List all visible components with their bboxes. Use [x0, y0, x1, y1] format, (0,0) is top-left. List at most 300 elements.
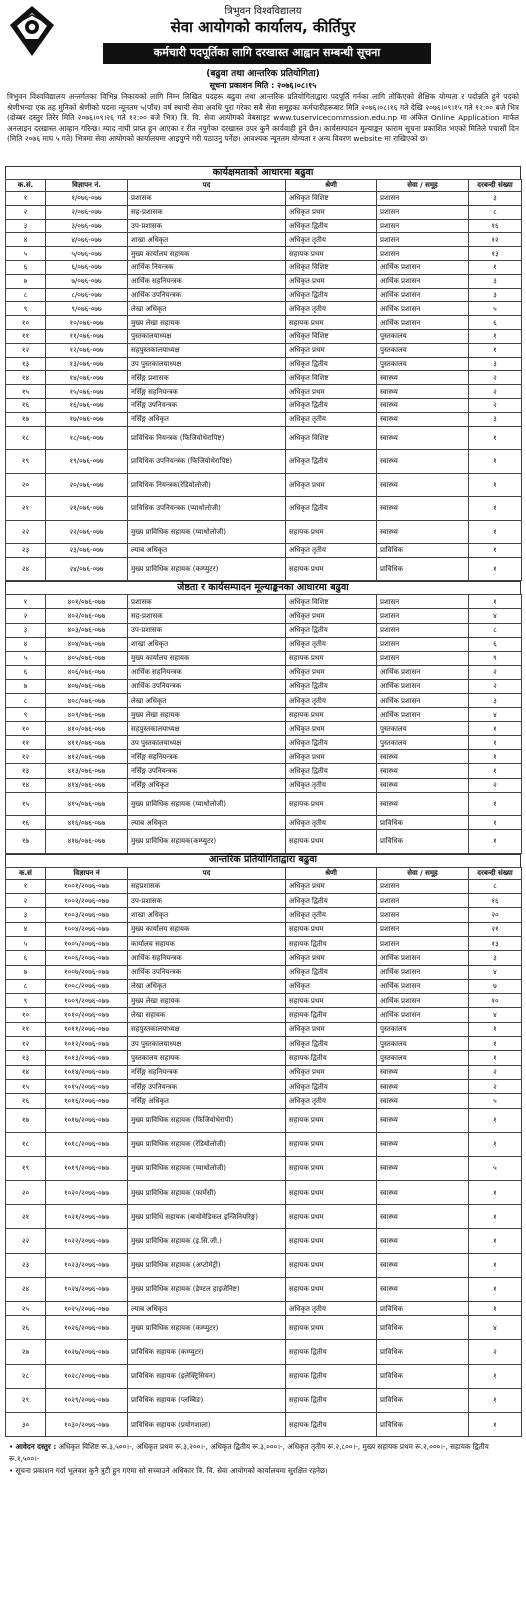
- table-row: [6, 1277, 522, 1301]
- table-row: [6, 965, 522, 979]
- cell-sn: ४: [6, 922, 46, 936]
- cell-post: सहपुस्तकालयाध्यक्ष: [128, 343, 286, 357]
- cell-adv-no: १००३/२०७६-०७७: [46, 908, 128, 922]
- cell-post: शाखा अधिकृत: [128, 908, 286, 922]
- cell-count: २: [469, 1340, 522, 1364]
- cell-count: १: [469, 1388, 522, 1412]
- table-row: [6, 1065, 522, 1079]
- cell-service: प्रशासन: [377, 879, 469, 893]
- table-row: [6, 736, 522, 750]
- table-row: [6, 219, 522, 233]
- cell-adv-no: ४१२/०७६-०७७: [46, 750, 128, 764]
- cell-service: प्रशासन: [377, 894, 469, 908]
- cell-service: प्रशासन: [377, 247, 469, 261]
- cell-count: ३: [469, 288, 522, 302]
- cell-count: २: [469, 778, 522, 792]
- cell-post: प्राविधिक सहायक (कम्प्युटर): [128, 1340, 286, 1364]
- cell-service: प्रशासन: [377, 595, 469, 609]
- cell-adv-no: १०२२/२०७६-०७७: [46, 1229, 128, 1253]
- table-row: [6, 385, 522, 399]
- cell-post: मुख्य प्राविधिक सहायक (प्याथोलोजी): [128, 1156, 286, 1180]
- cell-post: कार्यालय सहायक: [128, 936, 286, 950]
- cell-level: अधिकृत प्रथम: [286, 609, 377, 623]
- cell-service: प्रशासन: [377, 192, 469, 206]
- cell-level: अधिकृत तृतीय: [286, 694, 377, 708]
- cell-service: स्वास्थ्य: [377, 750, 469, 764]
- cell-sn: १: [6, 192, 46, 206]
- cell-count: १०: [469, 994, 522, 1008]
- cell-level: अधिकृत तृतीय: [286, 233, 377, 247]
- cell-count: १: [469, 1205, 522, 1229]
- cell-count: १: [469, 329, 522, 343]
- cell-sn: २८: [6, 1364, 46, 1388]
- cell-service: प्राविधिक: [377, 1364, 469, 1388]
- cell-count: १: [469, 816, 522, 830]
- section1-body: [6, 192, 522, 581]
- cell-adv-no: १०११/२०७६-०७७: [46, 1022, 128, 1036]
- cell-service: आर्थिक प्रशासन: [377, 979, 469, 993]
- cell-count: ९: [469, 651, 522, 665]
- cell-post: मुख्य प्राविधिक सहायक (डेण्टल हाइजेनिष्ट): [128, 1277, 286, 1301]
- table-row: [6, 708, 522, 722]
- cell-sn: ९: [6, 708, 46, 722]
- cell-level: सहायक द्वितीय: [286, 1364, 377, 1388]
- cell-sn: १४: [6, 1065, 46, 1079]
- col-header-count: दरबन्दी संख्या: [469, 867, 522, 879]
- table-row: [6, 233, 522, 247]
- cell-service: प्राविधिक: [377, 544, 469, 558]
- cell-level: सहायक प्रथम: [286, 830, 377, 854]
- section3-body: [6, 879, 522, 1436]
- cell-sn: १२: [6, 1037, 46, 1051]
- cell-level: सहायक प्रथम: [286, 1229, 377, 1253]
- cell-service: प्राविधिक: [377, 557, 469, 581]
- cell-post: प्राविधिक उपनियन्त्रक (प्याथोलोजी): [128, 497, 286, 521]
- footer-note-text: सूचना प्रकाशन गर्दा भूलवश कुनै त्रुटी हुन गएमा सो सच्याउने अधिकार त्रि. वि. सेवा आयोगको कार्यालयमा सुरक्षित रहनेछ।: [15, 1466, 328, 1476]
- cell-level: अधिकृत तृतीय: [286, 816, 377, 830]
- cell-service: आर्थिक प्रशासन: [377, 694, 469, 708]
- cell-count: १: [469, 557, 522, 581]
- cell-sn: १६: [6, 816, 46, 830]
- cell-count: १: [469, 1037, 522, 1051]
- cell-post: प्रशासक: [128, 192, 286, 206]
- cell-level: सहायक प्रथम: [286, 792, 377, 816]
- cell-sn: ३०: [6, 1413, 46, 1437]
- cell-level: अधिकृत विशिष्ट: [286, 329, 377, 343]
- cell-count: २: [469, 371, 522, 385]
- cell-level: अधिकृत तृतीय: [286, 778, 377, 792]
- col-header-service: सेवा / समूह: [377, 867, 469, 879]
- cell-sn: ७: [6, 679, 46, 693]
- cell-sn: ८: [6, 694, 46, 708]
- table-row: [6, 623, 522, 637]
- cell-count: ४: [469, 1316, 522, 1340]
- cell-sn: १९: [6, 1156, 46, 1180]
- cell-adv-no: ८/०७६-०७७: [46, 288, 128, 302]
- cell-adv-no: ४१५/०७६-०७७: [46, 792, 128, 816]
- cell-service: प्राविधिक: [377, 1302, 469, 1316]
- cell-count: ३: [469, 412, 522, 426]
- cell-post: शाखा अधिकृत: [128, 637, 286, 651]
- table-row: [6, 679, 522, 693]
- university-name: त्रिभुवन विश्वविद्यालय: [224, 6, 302, 17]
- cell-level: अधिकृत तृतीय: [286, 1302, 377, 1316]
- cell-post: मुख्य प्राविधिक सहायक (रेडियोलोजी): [128, 1132, 286, 1156]
- notice-title-banner: कर्मचारी पदपूर्तिका लागि दरखास्त आह्वान सम्बन्धी सूचना: [103, 43, 431, 64]
- cell-sn: १३: [6, 764, 46, 778]
- cell-level: अधिकृत प्रथम: [286, 1065, 377, 1079]
- cell-post: मुख्य प्राविधिक सहायक(कम्प्युटर): [128, 830, 286, 854]
- publish-date: सूचना प्रकाशन मिति : २०७६।०८।१५: [209, 81, 317, 90]
- table-row: [6, 951, 522, 965]
- cell-count: ८: [469, 879, 522, 893]
- table-row: [6, 694, 522, 708]
- cell-service: स्वास्थ्य: [377, 412, 469, 426]
- cell-adv-no: १०१९/२०७६-०७७: [46, 1156, 128, 1180]
- cell-count: १: [469, 450, 522, 474]
- table-row: [6, 520, 522, 544]
- cell-adv-no: १/०७६-०७७: [46, 192, 128, 206]
- cell-service: आर्थिक प्रशासन: [377, 994, 469, 1008]
- cell-post: सह-प्रशासक: [128, 609, 286, 623]
- cell-sn: २४: [6, 1277, 46, 1301]
- cell-level: अधिकृत प्रथम: [286, 1022, 377, 1036]
- cell-adv-no: १६/०७६-०७७: [46, 398, 128, 412]
- cell-level: सहायक द्वितीय: [286, 1413, 377, 1437]
- cell-level: अधिकृत विशिष्ट: [286, 426, 377, 450]
- cell-adv-no: १००६/२०७६-०७७: [46, 951, 128, 965]
- cell-service: प्राविधिक: [377, 1413, 469, 1437]
- col-header-post: पद: [128, 180, 286, 192]
- cell-post: नर्सिङ्ग प्रशासक: [128, 371, 286, 385]
- cell-service: आर्थिक प्रशासन: [377, 316, 469, 330]
- cell-post: मुख्य लेखा सहायक: [128, 316, 286, 330]
- cell-service: आर्थिक प्रशासन: [377, 260, 469, 274]
- cell-level: अधिकृत: [286, 979, 377, 993]
- cell-post: उप पुस्तकालयाध्यक्ष: [128, 736, 286, 750]
- cell-adv-no: ४१४/०७६-०७७: [46, 778, 128, 792]
- cell-count: १: [469, 1022, 522, 1036]
- cell-post: मुख्य कार्यालय सहायक: [128, 651, 286, 665]
- table-row: [6, 1229, 522, 1253]
- cell-sn: १८: [6, 426, 46, 450]
- cell-level: सहायक प्रथम: [286, 922, 377, 936]
- table-row: [6, 816, 522, 830]
- cell-sn: २: [6, 205, 46, 219]
- header: [5, 3, 521, 69]
- cell-sn: ७: [6, 965, 46, 979]
- cell-sn: १४: [6, 778, 46, 792]
- cell-count: १३: [469, 936, 522, 950]
- fee-text: अधिकृत विशिष्ट रू.३,५००।-, अधिकृत प्रथम रू.३,२००।-, अधिकृत द्वितीय रू.३,०००।-, अधिकृत तृतीय रू.२,८००।-, मुख्य सहायक प्रथम रू.२,०००।-, सहायक द्वितीय रू.१,५००।-: [9, 1442, 489, 1464]
- cell-level: सहायक प्रथम: [286, 1181, 377, 1205]
- col-header-count: दरबन्दी संख्या: [469, 180, 522, 192]
- cell-sn: ९: [6, 302, 46, 316]
- cell-service: प्रशासन: [377, 936, 469, 950]
- cell-sn: ३: [6, 219, 46, 233]
- cell-service: प्रशासन: [377, 623, 469, 637]
- cell-count: २: [469, 1065, 522, 1079]
- cell-post: प्राविधिक सहायक (प्रयोगशाला): [128, 1413, 286, 1437]
- cell-level: अधिकृत प्रथम: [286, 750, 377, 764]
- cell-adv-no: १०२५/२०७६-०७७: [46, 1302, 128, 1316]
- table-row: [6, 357, 522, 371]
- cell-level: सहायक प्रथम: [286, 520, 377, 544]
- cell-adv-no: ९/०७६-०७७: [46, 302, 128, 316]
- table-row: [6, 1340, 522, 1364]
- cell-adv-no: १०२४/२०७६-०७७: [46, 1277, 128, 1301]
- cell-count: १: [469, 473, 522, 497]
- cell-level: अधिकृत तृतीय: [286, 1094, 377, 1108]
- cell-post: नर्सिङ्ग उपनियन्त्रक: [128, 1079, 286, 1093]
- cell-level: अधिकृत प्रथम: [286, 205, 377, 219]
- table-row: [6, 544, 522, 558]
- table-row: [6, 1022, 522, 1036]
- cell-count: ५: [469, 302, 522, 316]
- cell-service: स्वास्थ्य: [377, 426, 469, 450]
- cell-count: १: [469, 792, 522, 816]
- cell-count: ६: [469, 637, 522, 651]
- cell-level: अधिकृत विशिष्ट: [286, 260, 377, 274]
- cell-service: आर्थिक प्रशासन: [377, 965, 469, 979]
- table-row: [6, 979, 522, 993]
- cell-post: लेखा सहायक: [128, 1008, 286, 1022]
- cell-level: अधिकृत द्वितीय: [286, 219, 377, 233]
- cell-service: प्राविधिक: [377, 1340, 469, 1364]
- cell-post: आर्थिक नियन्त्रक: [128, 260, 286, 274]
- cell-sn: ६: [6, 665, 46, 679]
- table-row: [6, 936, 522, 950]
- cell-adv-no: १७/०७६-०७७: [46, 412, 128, 426]
- cell-adv-no: १२/०७६-०७७: [46, 343, 128, 357]
- cell-level: अधिकृत द्वितीय: [286, 679, 377, 693]
- cell-count: १: [469, 722, 522, 736]
- col-header-post: पद: [128, 867, 286, 879]
- cell-count: १: [469, 750, 522, 764]
- cell-adv-no: ४०२/०७६-०७७: [46, 609, 128, 623]
- table-row: [6, 192, 522, 206]
- cell-post: नर्सिङ्ग उपनियन्त्रक: [128, 764, 286, 778]
- cell-sn: १६: [6, 398, 46, 412]
- section2-table: [5, 594, 522, 853]
- section2-title: जेष्ठता र कार्यसम्पादन मूल्याङ्कनका आधारमा बढुवा: [5, 581, 521, 594]
- cell-level: अधिकृत द्वितीय: [286, 497, 377, 521]
- table-row: [6, 1253, 522, 1277]
- cell-post: आर्थिक सहनियन्त्रक: [128, 665, 286, 679]
- cell-adv-no: ३/०७६-०७७: [46, 219, 128, 233]
- cell-count: २: [469, 665, 522, 679]
- cell-post: प्राविधिक सहायक (इलेक्ट्रिसियन): [128, 1364, 286, 1388]
- cell-adv-no: ४१७/०७६-०७७: [46, 830, 128, 854]
- cell-service: आर्थिक प्रशासन: [377, 665, 469, 679]
- cell-level: अधिकृत द्वितीय: [286, 1079, 377, 1093]
- cell-post: सह-प्रशासक: [128, 205, 286, 219]
- table-row: [6, 750, 522, 764]
- cell-post: उप-प्रशासक: [128, 894, 286, 908]
- cell-count: ८: [469, 623, 522, 637]
- cell-adv-no: १३/०७६-०७७: [46, 357, 128, 371]
- col-header-service: सेवा / समूह: [377, 180, 469, 192]
- cell-adv-no: ४११/०७६-०७७: [46, 736, 128, 750]
- cell-sn: १: [6, 879, 46, 893]
- cell-service: प्राविधिक: [377, 830, 469, 854]
- cell-level: अधिकृत तृतीय: [286, 412, 377, 426]
- fee-line: • आवेदन दस्तुर : अधिकृत विशिष्ट रू.३,५००।-, अधिकृत प्रथम रू.३,२००।-, अधिकृत द्वितीय रू.३,०००।-, अधिकृत तृतीय रू.२,८००।-, मुख्य सहायक प्रथम रू.२,०००।-, सहायक द्वितीय रू.१,५००।-: [9, 1442, 489, 1464]
- cell-count: ३: [469, 192, 522, 206]
- table-row: [6, 1302, 522, 1316]
- cell-count: २: [469, 679, 522, 693]
- cell-count: १: [469, 544, 522, 558]
- cell-count: १: [469, 595, 522, 609]
- cell-post: सहपुस्तकालयाध्यक्ष: [128, 1022, 286, 1036]
- table-row: [6, 473, 522, 497]
- cell-count: १: [469, 1302, 522, 1316]
- cell-adv-no: १९/०७६-०७७: [46, 450, 128, 474]
- cell-count: १: [469, 1413, 522, 1437]
- cell-level: अधिकृत प्रथम: [286, 473, 377, 497]
- cell-adv-no: २१/०७६-०७७: [46, 497, 128, 521]
- cell-level: अधिकृत प्रथम: [286, 343, 377, 357]
- cell-count: ३: [469, 951, 522, 965]
- cell-adv-no: ४०८/०७६-०७७: [46, 694, 128, 708]
- cell-count: ४: [469, 965, 522, 979]
- col-header-level: श्रेणी: [286, 867, 377, 879]
- cell-level: अधिकृत तृतीय: [286, 302, 377, 316]
- cell-service: पुस्तकालय: [377, 736, 469, 750]
- cell-post: पुस्तकालय सहायक: [128, 1051, 286, 1065]
- cell-level: सहायक प्रथम: [286, 557, 377, 581]
- cell-service: पुस्तकालय: [377, 1051, 469, 1065]
- cell-sn: २: [6, 609, 46, 623]
- cell-sn: २०: [6, 473, 46, 497]
- cell-level: अधिकृत द्वितीय: [286, 623, 377, 637]
- cell-post: लेखा अधिकृत: [128, 694, 286, 708]
- cell-count: १: [469, 520, 522, 544]
- cell-service: स्वास्थ्य: [377, 764, 469, 778]
- cell-sn: ७: [6, 274, 46, 288]
- notice-subtitle: (बढुवा तथा आन्तरिक प्रतियोगिता): [206, 69, 320, 79]
- cell-adv-no: १००४/२०७६-०७७: [46, 922, 128, 936]
- cell-post: मुख्य प्राविधिक सहायक (फिजियोथेरापी): [128, 1108, 286, 1132]
- cell-level: अधिकृत विशिष्ट: [286, 371, 377, 385]
- cell-level: अधिकृत तृतीय: [286, 544, 377, 558]
- cell-sn: ४: [6, 637, 46, 651]
- cell-service: आर्थिक प्रशासन: [377, 679, 469, 693]
- table-row: [6, 398, 522, 412]
- cell-sn: ११: [6, 329, 46, 343]
- table-row: [6, 1181, 522, 1205]
- cell-count: १: [469, 343, 522, 357]
- cell-level: सहायक द्वितीय: [286, 1008, 377, 1022]
- cell-adv-no: १०३०/२०७६-०७७: [46, 1413, 128, 1437]
- cell-service: प्रशासन: [377, 219, 469, 233]
- cell-service: प्रशासन: [377, 609, 469, 623]
- cell-level: सहायक प्रथम: [286, 994, 377, 1008]
- cell-post: आर्थिक उपनियन्त्रक: [128, 679, 286, 693]
- cell-adv-no: १५/०७६-०७७: [46, 385, 128, 399]
- cell-post: मुख्य प्राविधिक सहायक (इ.सि.जी.): [128, 1229, 286, 1253]
- cell-count: ४: [469, 609, 522, 623]
- col-header-adv: विज्ञापन नं: [46, 867, 128, 879]
- table-row: [6, 1364, 522, 1388]
- cell-service: स्वास्थ्य: [377, 1065, 469, 1079]
- table-row: [6, 792, 522, 816]
- cell-count: ३: [469, 694, 522, 708]
- table-row: [6, 1108, 522, 1132]
- cell-level: अधिकृत प्रथम: [286, 665, 377, 679]
- cell-level: सहायक प्रथम: [286, 651, 377, 665]
- table-row: [6, 879, 522, 893]
- cell-post: मुख्य प्राविधिक सहायक (कम्प्युटर): [128, 1316, 286, 1340]
- cell-post: मुख्य प्राविधिक सहायक (कम्प्युटर): [128, 557, 286, 581]
- cell-adv-no: १००२/२०७६-०७७: [46, 894, 128, 908]
- cell-post: नर्सिङ्ग सहनियन्त्रक: [128, 1065, 286, 1079]
- cell-post: मुख्य लेखा सहायक: [128, 708, 286, 722]
- cell-service: स्वास्थ्य: [377, 1229, 469, 1253]
- cell-sn: १५: [6, 385, 46, 399]
- cell-service: आर्थिक प्रशासन: [377, 951, 469, 965]
- cell-count: २१: [469, 922, 522, 936]
- cell-count: ४: [469, 1008, 522, 1022]
- section1-table: [5, 179, 522, 581]
- cell-level: सहायक प्रथम: [286, 708, 377, 722]
- cell-post: मुख्य प्राविधि सहायक (बायोमेडिकल इन्जिनियरिङ्ग): [128, 1205, 286, 1229]
- cell-post: आर्थिक उपनियन्त्रक: [128, 288, 286, 302]
- cell-count: १: [469, 736, 522, 750]
- col-header-sn: क.सं.: [6, 180, 46, 192]
- cell-post: लेखा अधिकृत: [128, 979, 286, 993]
- section1-title: कार्यक्षमताको आधारमा बढुवा: [5, 166, 521, 179]
- cell-sn: १: [6, 595, 46, 609]
- cell-adv-no: ४०५/०७६-०७७: [46, 651, 128, 665]
- table-row: [6, 247, 522, 261]
- cell-sn: १०: [6, 1008, 46, 1022]
- cell-count: २०: [469, 908, 522, 922]
- table-row: [6, 1413, 522, 1437]
- cell-post: आर्थिक सहनियन्त्रक: [128, 951, 286, 965]
- cell-post: प्रशासक: [128, 595, 286, 609]
- table-row: [6, 497, 522, 521]
- cell-service: आर्थिक प्रशासन: [377, 302, 469, 316]
- cell-count: ३: [469, 274, 522, 288]
- cell-service: पुस्तकालय: [377, 329, 469, 343]
- cell-service: स्वास्थ्य: [377, 473, 469, 497]
- cell-count: १३: [469, 247, 522, 261]
- cell-service: पुस्तकालय: [377, 1022, 469, 1036]
- cell-sn: ५: [6, 651, 46, 665]
- cell-adv-no: १००१/२०७६-०७७: [46, 879, 128, 893]
- table-row: [6, 1037, 522, 1051]
- cell-sn: १७: [6, 830, 46, 854]
- cell-count: २: [469, 398, 522, 412]
- cell-level: सहायक प्रथम: [286, 247, 377, 261]
- cell-count: १: [469, 260, 522, 274]
- cell-adv-no: ४०९/०७६-०७७: [46, 708, 128, 722]
- cell-sn: ५: [6, 936, 46, 950]
- cell-adv-no: २२/०७६-०७७: [46, 520, 128, 544]
- cell-adv-no: ४०३/०७६-०७७: [46, 623, 128, 637]
- cell-post: उप पुस्तकालयाध्यक्ष: [128, 357, 286, 371]
- cell-adv-no: २३/०७६-०७७: [46, 544, 128, 558]
- cell-service: आर्थिक प्रशासन: [377, 708, 469, 722]
- cell-post: प्राविधिक नियन्त्रक (फिजियोथेरापिष्ट): [128, 426, 286, 450]
- cell-adv-no: १००८/२०७६-०७७: [46, 979, 128, 993]
- cell-post: मुख्य कार्यालय सहायक: [128, 247, 286, 261]
- table-row: [6, 894, 522, 908]
- cell-adv-no: ७/०७६-०७७: [46, 274, 128, 288]
- cell-level: अधिकृत द्वितीय: [286, 965, 377, 979]
- cell-service: स्वास्थ्य: [377, 520, 469, 544]
